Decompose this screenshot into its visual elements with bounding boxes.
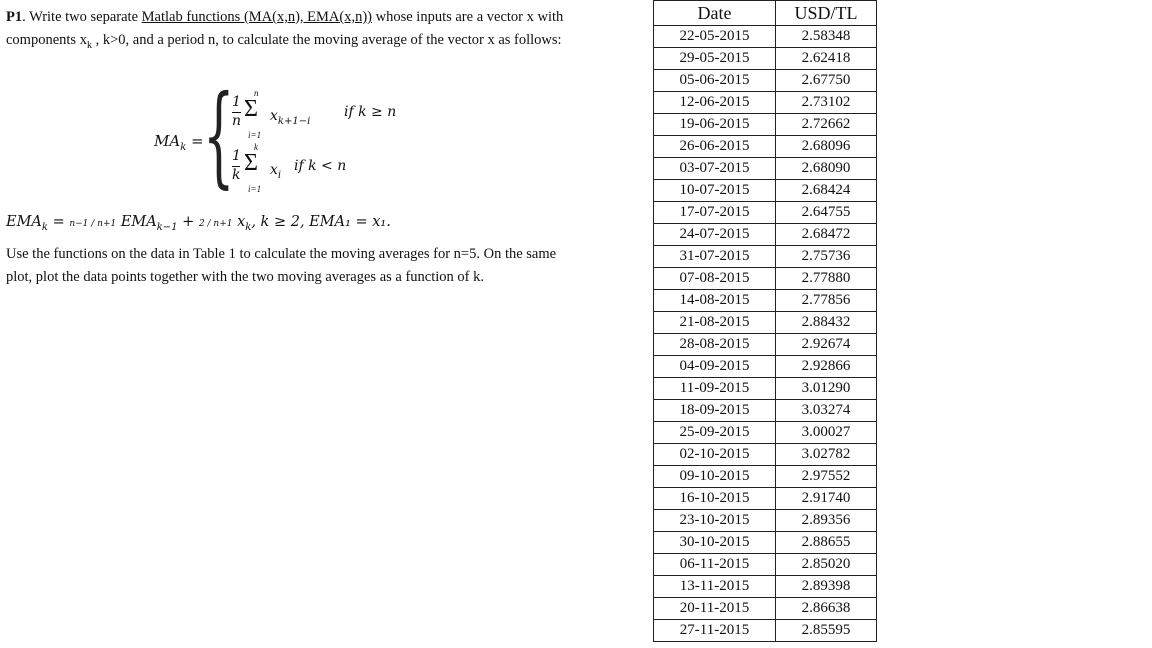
case1-lower: i=1 — [248, 130, 262, 140]
date-cell: 17-07-2015 — [654, 202, 776, 224]
intro-text-1: . Write two separate — [22, 9, 142, 25]
table-row — [654, 576, 877, 598]
date-cell: 02-10-2015 — [654, 444, 776, 466]
date-cell: 30-10-2015 — [654, 532, 776, 554]
rate-cell: 2.77856 — [776, 290, 877, 312]
rate-cell: 3.00027 — [776, 422, 877, 444]
date-cell: 07-08-2015 — [654, 268, 776, 290]
date-cell: 31-07-2015 — [654, 246, 776, 268]
date-cell: 14-08-2015 — [654, 290, 776, 312]
table-row — [654, 620, 877, 642]
rate-cell: 2.85020 — [776, 554, 877, 576]
instructions — [6, 243, 566, 289]
table-row — [654, 422, 877, 444]
date-cell: 24-07-2015 — [654, 224, 776, 246]
rate-cell: 2.68424 — [776, 180, 877, 202]
rate-cell: 2.75736 — [776, 246, 877, 268]
case2-lower: i=1 — [248, 184, 262, 194]
case1-upper: n — [254, 88, 259, 98]
table-row — [654, 136, 877, 158]
table-row — [654, 378, 877, 400]
table-row — [654, 488, 877, 510]
rate-cell: 2.88432 — [776, 312, 877, 334]
case2-denominator: k — [232, 167, 241, 183]
table-row — [654, 290, 877, 312]
date-cell: 06-11-2015 — [654, 554, 776, 576]
rate-cell: 2.64755 — [776, 202, 877, 224]
date-cell: 16-10-2015 — [654, 488, 776, 510]
rate-cell: 2.68096 — [776, 136, 877, 158]
date-cell: 20-11-2015 — [654, 598, 776, 620]
case1-denominator: n — [232, 113, 242, 129]
instructions-text: Use the functions on the data in Table 1 to calculate the moving averages for n=5. On the same plot, plot the data points together with the two moving averages as a function of k. — [6, 246, 557, 285]
date-cell: 27-11-2015 — [654, 620, 776, 642]
date-cell: 26-06-2015 — [654, 136, 776, 158]
ema-formula: $EMA_k = n-1 / n+1$ $EMA_{k-1} + 2 / n+1$ $x_k$, k ≥ 2, EMA₁ = x₁. — [6, 214, 391, 233]
problem-statement — [6, 6, 566, 57]
date-cell: 23-10-2015 — [654, 510, 776, 532]
date-cell: 13-11-2015 — [654, 576, 776, 598]
case2-upper: k — [254, 142, 258, 152]
intro-text-2: whose inputs are a vector x with components x — [6, 9, 564, 48]
rate-cell: 2.68090 — [776, 158, 877, 180]
data-table — [653, 0, 877, 642]
date-cell: 03-07-2015 — [654, 158, 776, 180]
table-row — [654, 114, 877, 136]
rate-cell: 2.88655 — [776, 532, 877, 554]
header-usd-tl: USD/TL — [776, 1, 877, 26]
intro-paragraph — [6, 6, 566, 57]
table-body — [654, 26, 877, 642]
ma-formula — [150, 71, 470, 199]
intro-sub: k — [86, 39, 92, 51]
ema-tail: , k ≥ 2, EMA₁ = x₁. — [251, 214, 391, 230]
rate-cell: 2.89356 — [776, 510, 877, 532]
date-cell: 21-08-2015 — [654, 312, 776, 334]
sigma-icon: Σ — [244, 150, 258, 176]
date-cell: 04-09-2015 — [654, 356, 776, 378]
rate-cell: 2.58348 — [776, 26, 877, 48]
table-row — [654, 158, 877, 180]
case1-term: $x_{k+1-i}$ — [270, 108, 311, 127]
date-cell: 25-09-2015 — [654, 422, 776, 444]
table-row — [654, 202, 877, 224]
rate-cell: 2.68472 — [776, 224, 877, 246]
rate-cell: 3.03274 — [776, 400, 877, 422]
rate-cell: 2.89398 — [776, 576, 877, 598]
sigma-icon: Σ — [244, 96, 258, 122]
date-cell: 22-05-2015 — [654, 26, 776, 48]
table-row — [654, 532, 877, 554]
rate-cell: 2.92866 — [776, 356, 877, 378]
table-row — [654, 400, 877, 422]
table-row — [654, 92, 877, 114]
header-date: Date — [654, 1, 776, 26]
rate-cell: 2.62418 — [776, 48, 877, 70]
table-row — [654, 224, 877, 246]
matlab-functions-link[interactable]: Matlab functions (MA(x,n), EMA(x,n)) — [141, 9, 372, 25]
table-row — [654, 268, 877, 290]
rate-cell: 3.01290 — [776, 378, 877, 400]
intro-text-3: , k>0, and a period n, to calculate the moving average of the vector x as follows: — [91, 32, 562, 48]
date-cell: 10-07-2015 — [654, 180, 776, 202]
table-row — [654, 334, 877, 356]
date-cell: 12-06-2015 — [654, 92, 776, 114]
rate-cell: 2.77880 — [776, 268, 877, 290]
brace-icon: { — [203, 71, 235, 199]
case2-term: $x_i$ — [270, 162, 282, 181]
rate-cell: 2.85595 — [776, 620, 877, 642]
rate-cell: 2.67750 — [776, 70, 877, 92]
table-row — [654, 246, 877, 268]
ma-label: $MA_k$ = — [154, 132, 204, 153]
table-row — [654, 444, 877, 466]
table-row — [654, 70, 877, 92]
table-row — [654, 598, 877, 620]
table-row — [654, 466, 877, 488]
rate-cell: 2.72662 — [776, 114, 877, 136]
table-row — [654, 312, 877, 334]
case2-condition: if k < n — [294, 158, 347, 174]
rate-cell: 2.92674 — [776, 334, 877, 356]
table-row — [654, 356, 877, 378]
rate-cell: 2.97552 — [776, 466, 877, 488]
date-cell: 19-06-2015 — [654, 114, 776, 136]
rate-cell: 2.86638 — [776, 598, 877, 620]
rate-cell: 2.73102 — [776, 92, 877, 114]
date-cell: 18-09-2015 — [654, 400, 776, 422]
table-row — [654, 554, 877, 576]
table-row — [654, 510, 877, 532]
case1-numerator: 1 — [232, 94, 241, 110]
table-row — [654, 180, 877, 202]
table-row — [654, 48, 877, 70]
case2-numerator: 1 — [232, 148, 241, 164]
case1-condition: if k ≥ n — [344, 104, 397, 120]
problem-label: P1 — [6, 9, 23, 25]
date-cell: 05-06-2015 — [654, 70, 776, 92]
rate-cell: 2.91740 — [776, 488, 877, 510]
rate-cell: 3.02782 — [776, 444, 877, 466]
table-header-row — [654, 1, 877, 26]
table-row — [654, 26, 877, 48]
date-cell: 09-10-2015 — [654, 466, 776, 488]
date-cell: 11-09-2015 — [654, 378, 776, 400]
date-cell: 29-05-2015 — [654, 48, 776, 70]
date-cell: 28-08-2015 — [654, 334, 776, 356]
